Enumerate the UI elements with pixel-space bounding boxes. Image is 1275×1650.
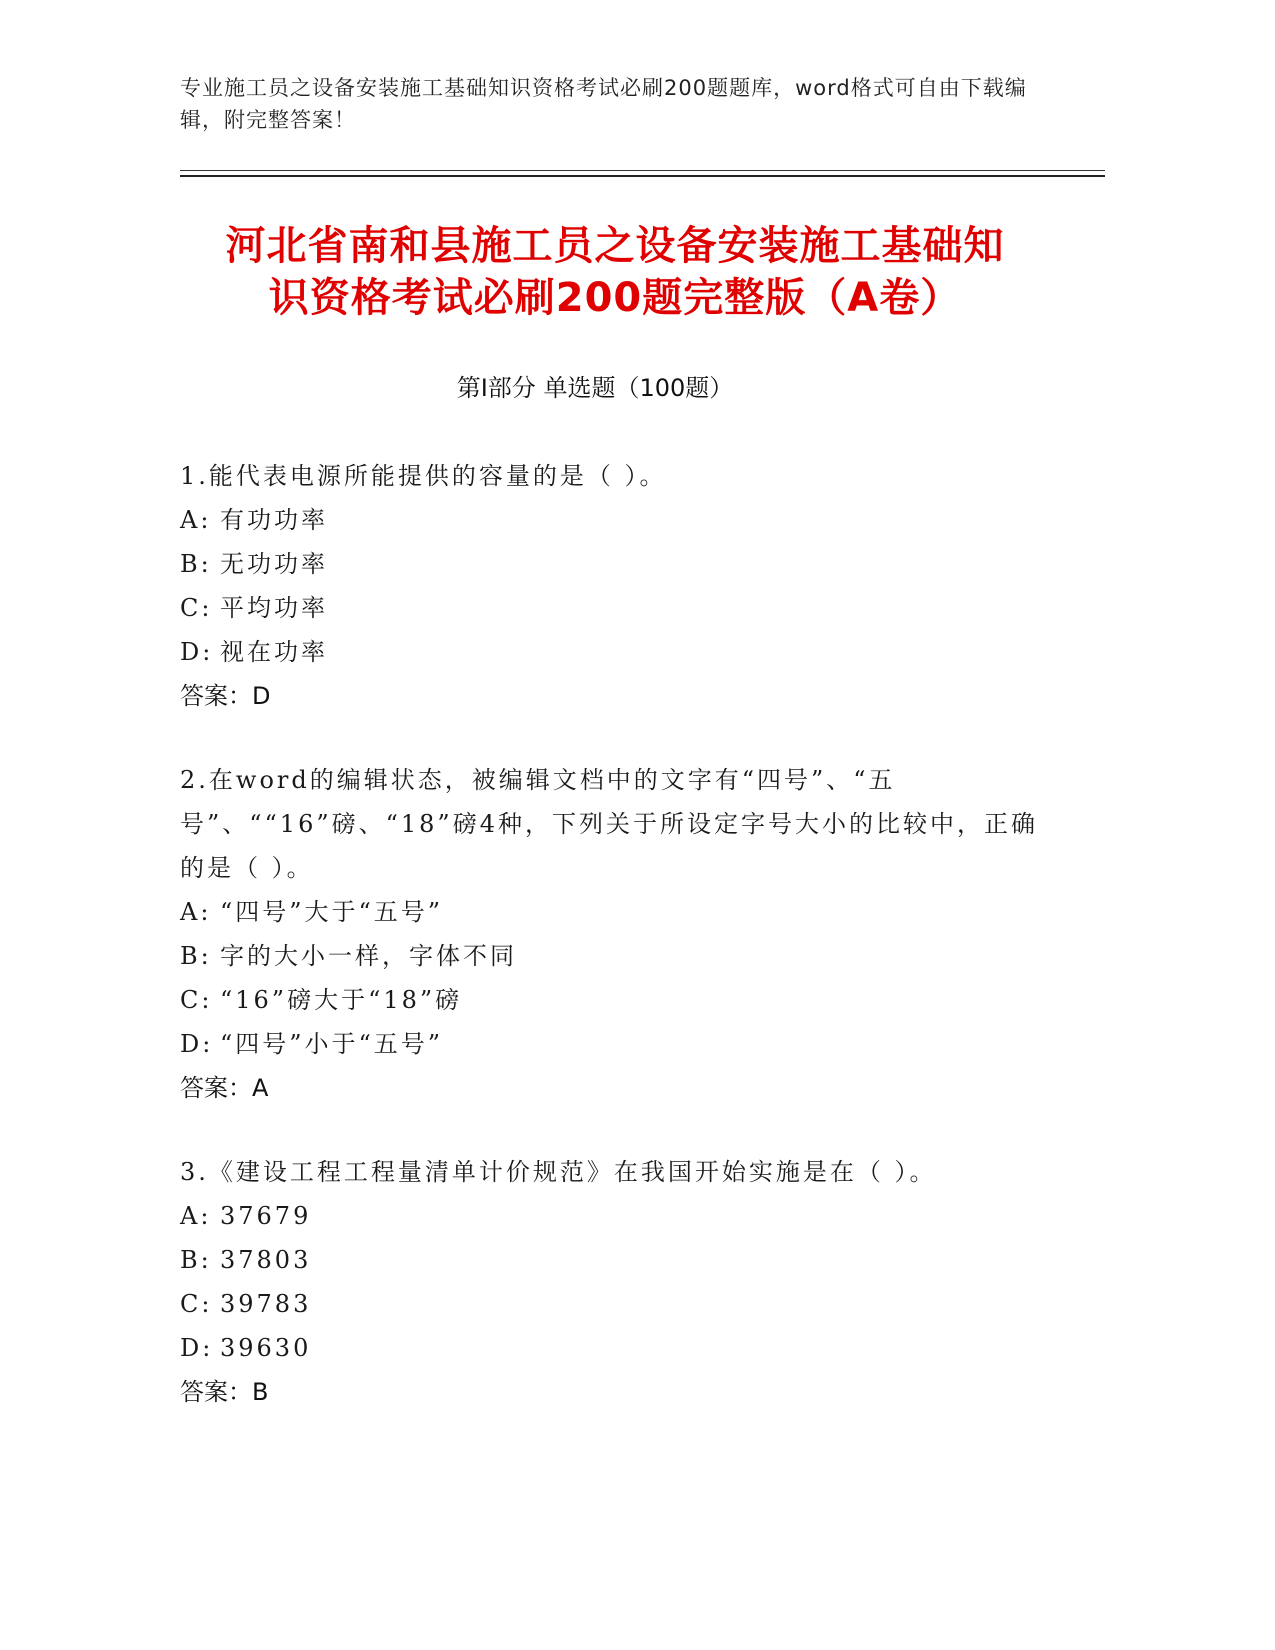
header-note: 专业施工员之设备安装施工基础知识资格考试必刷200题题库，word格式可自由下载编辑，附完整答案！ [180,76,1027,132]
option-key: C: [180,1290,213,1318]
option-key: A: [180,1202,212,1230]
document-title-line-2: 识资格考试必刷200题完整版（A卷） [268,275,962,321]
document-title [150,220,1080,324]
option-a [180,1194,1040,1238]
option-b [180,934,1040,978]
option-c [180,586,1040,630]
option-key: A: [180,898,212,926]
option-c [180,1282,1040,1326]
option-key: B: [180,942,212,970]
option-b [180,542,1040,586]
option-text: 39783 [220,1290,312,1318]
option-key: D: [180,638,214,666]
option-key: B: [180,1246,212,1274]
answer-value: A [252,1074,269,1102]
option-text: 37803 [220,1246,312,1274]
option-key: B: [180,550,212,578]
question-stem: 3.《建设工程工程量清单计价规范》在我国开始实施是在（ ）。 [180,1158,937,1186]
option-c [180,978,1040,1022]
option-a [180,890,1040,934]
answer-line [180,1066,1040,1110]
answer-label: 答案： [180,682,252,710]
option-d [180,1022,1040,1066]
option-a [180,498,1040,542]
option-key: D: [180,1030,214,1058]
option-text: 视在功率 [220,638,328,666]
header-rule-thick [180,175,1105,177]
option-text: 平均功率 [220,594,328,622]
answer-label: 答案： [180,1378,252,1406]
answer-label: 答案： [180,1074,252,1102]
answer-line [180,1370,1040,1414]
option-key: C: [180,986,213,1014]
option-d [180,630,1040,674]
document-title-line-1: 河北省南和县施工员之设备安装施工基础知 [225,223,1005,269]
option-key: C: [180,594,213,622]
answer-value: D [252,682,271,710]
option-key: D: [180,1334,214,1362]
option-b [180,1238,1040,1282]
question-stem: 1.能代表电源所能提供的容量的是（ ）。 [180,462,667,490]
option-d [180,1326,1040,1370]
option-key: A: [180,506,212,534]
question-1 [180,454,1040,718]
answer-value: B [252,1378,269,1406]
question-2 [180,758,1040,1110]
option-text: 39630 [220,1334,312,1362]
answer-line [180,674,1040,718]
option-text: 有功功率 [220,506,328,534]
option-text: “16”磅大于“18”磅 [220,986,463,1014]
header-rule-thin [180,170,1105,171]
option-text: 37679 [220,1202,312,1230]
question-stem: 2.在word的编辑状态，被编辑文档中的文字有“四号”、“五号”、““16”磅、“18”磅4种，下列关于所设定字号大小的比较中，正确的是（ ）。 [180,766,1038,882]
option-text: 字的大小一样，字体不同 [220,942,517,970]
option-text: 无功功率 [220,550,328,578]
question-3 [180,1150,1040,1414]
option-text: “四号”小于“五号” [220,1030,444,1058]
option-text: “四号”大于“五号” [220,898,444,926]
section-heading: 第I部分 单选题（100题） [456,374,734,402]
